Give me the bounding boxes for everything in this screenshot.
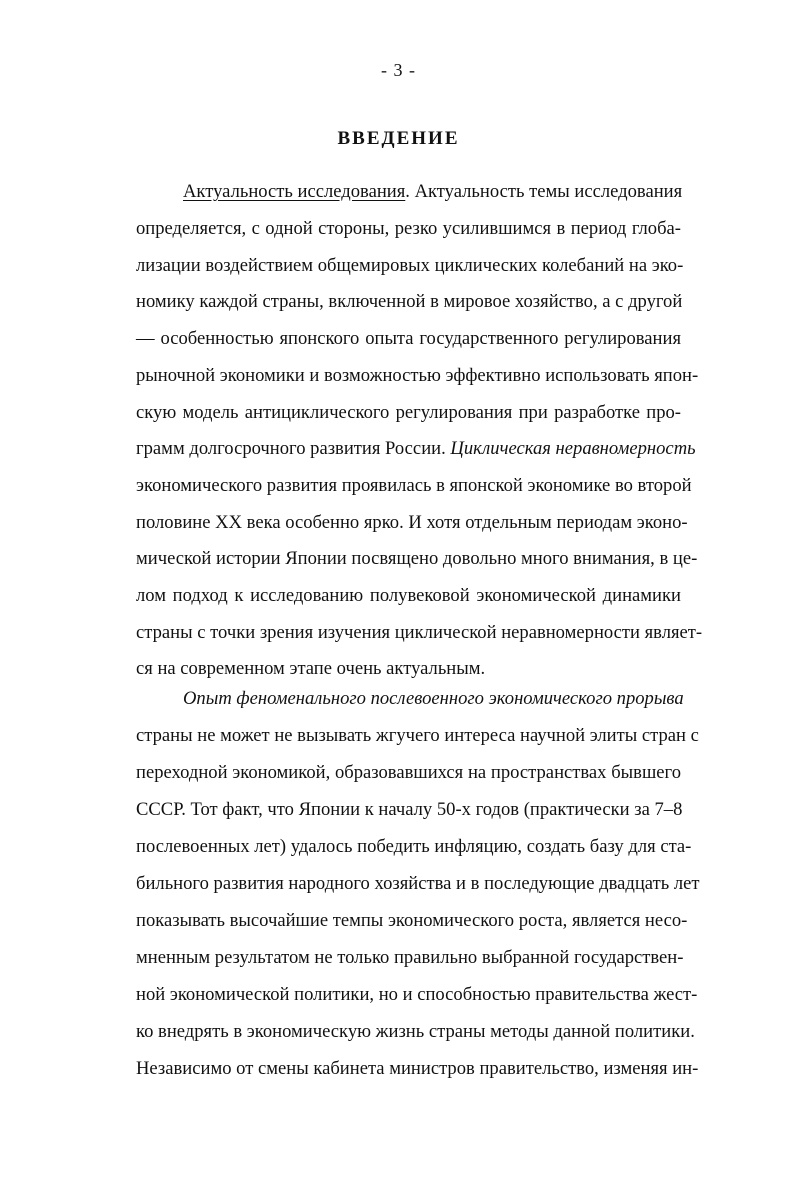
paragraph-line: страны не может не вызывать жгучего интереса научной элиты стран с bbox=[136, 725, 699, 746]
underlined-lead: Актуальность исследования bbox=[183, 181, 406, 202]
paragraph-line bbox=[136, 436, 696, 462]
paragraph-line: скую модель антициклического регулирования при разработке про- bbox=[136, 402, 681, 423]
page-number: - 3 - bbox=[381, 60, 416, 80]
line-start: грамм долгосрочного развития России. bbox=[136, 438, 451, 459]
paragraph-line: — особенностью японского опыта государственного регулирования bbox=[136, 328, 681, 349]
paragraph-line: Независимо от смены кабинета министров правительство, изменяя ин- bbox=[136, 1058, 699, 1079]
paragraph-line: лом подход к исследованию полувековой экономической динамики bbox=[136, 585, 681, 606]
paragraph-line: лизации воздействием общемировых циклических колебаний на эко- bbox=[136, 255, 684, 276]
italic-lead: Опыт феноменального послевоенного экономического прорыва bbox=[183, 688, 684, 709]
paragraph-line: переходной экономикой, образовавшихся на пространствах бывшего bbox=[136, 762, 681, 783]
paragraph-line: определяется, с одной стороны, резко усилившимся в период глоба- bbox=[136, 218, 681, 239]
paragraph-line: ко внедрять в экономическую жизнь страны методы данной политики. bbox=[136, 1021, 695, 1042]
paragraph-line: рыночной экономики и возможностью эффективно использовать япон- bbox=[136, 365, 699, 386]
paragraph-line: ной экономической политики, но и способностью правительства жест- bbox=[136, 984, 698, 1005]
section-heading: ВВЕДЕНИЕ bbox=[337, 128, 460, 149]
paragraph-line: бильного развития народного хозяйства и в последующие двадцать лет bbox=[136, 873, 700, 894]
paragraph-line: мненным результатом не только правильно выбранной государствен- bbox=[136, 947, 684, 968]
paragraph-line: половине XX века особенно ярко. И хотя отдельным периодам эконо- bbox=[136, 512, 688, 533]
paragraph-line: СССР. Тот факт, что Японии к началу 50-х годов (практически за 7–8 bbox=[136, 799, 683, 820]
italic-phrase: Циклическая неравномерность bbox=[450, 438, 696, 459]
lead-rest: . Актуальность темы исследования bbox=[405, 181, 683, 202]
paragraph-line bbox=[183, 179, 681, 205]
paragraph-line: послевоенных лет) удалось победить инфляцию, создать базу для ста- bbox=[136, 836, 692, 857]
paragraph-line: экономического развития проявилась в японской экономике во второй bbox=[136, 475, 692, 496]
paragraph-line: ся на современном этапе очень актуальным. bbox=[136, 658, 486, 679]
paragraph-line: показывать высочайшие темпы экономического роста, является несо- bbox=[136, 910, 688, 931]
paragraph-line bbox=[183, 686, 684, 712]
paragraph-line: мической истории Японии посвящено довольно много внимания, в це- bbox=[136, 548, 698, 569]
paragraph-line: страны с точки зрения изучения циклической неравномерности являет- bbox=[136, 622, 703, 643]
paragraph-line: номику каждой страны, включенной в мировое хозяйство, а с другой bbox=[136, 291, 683, 312]
